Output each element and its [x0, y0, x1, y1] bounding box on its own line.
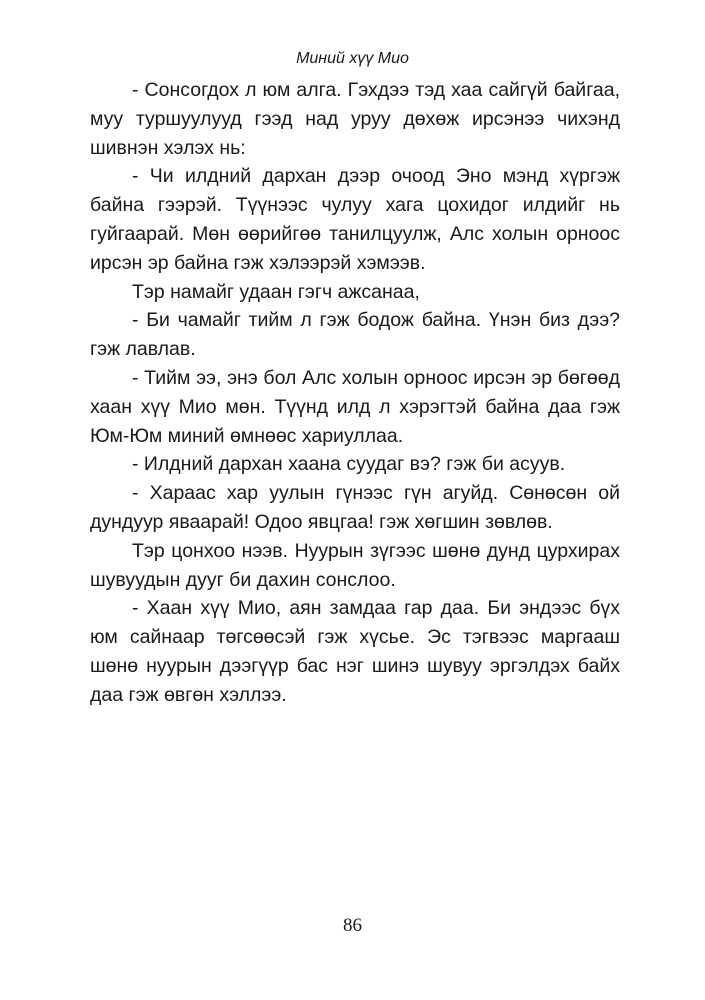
body-text	[90, 76, 620, 710]
paragraph: - Хаан хүү Мио, аян замдаа гар даа. Би эндээс бүх юм сайнаар төгсөөсэй гэж хүсье. Эс тэгвээс маргааш шөнө нуурын дээгүүр бас нэг шинэ шувуу эргэлдэх байх даа гэж өвгөн хэллээ.	[90, 597, 620, 706]
paragraph: - Хараас хар уулын гүнээс гүн агуйд. Сөнөсөн ой дундуур яваарай! Одоо явцгаа! гэж хөгшин зөвлөв.	[90, 482, 620, 533]
paragraph: - Сонсогдох л юм алга. Гэхдээ тэд хаа сайгүй байгаа, муу туршуулууд гээд над уруу дөхөж ирсэнээ чихэнд шивнэн хэлэх нь:	[90, 79, 620, 159]
paragraph: - Тийм ээ, энэ бол Алс холын орноос ирсэн эр бөгөөд хаан хүү Мио мөн. Түүнд илд л хэрэгтэй байна даа гэж Юм-Юм миний өмнөөс хариуллаа.	[90, 366, 620, 447]
paragraph: - Илдний дархан хаана суудаг вэ? гэж би асуув.	[132, 453, 566, 476]
running-header-title: Миний хүү Мио	[296, 50, 409, 67]
paragraph: - Чи илдний дархан дээр очоод Эно мэнд хүргэж байна гээрэй. Түүнээс чулуу хага цохидог илдийг нь гуйгаарай. Мөн өөрийгөө танилцуулж, Алс холын орноос ирсэн эр байна гэж хэлээрэй хэмээв.	[90, 165, 620, 274]
paragraph: Тэр намайг удаан гэгч ажсанаа,	[132, 280, 420, 303]
page-number: 86	[343, 915, 362, 936]
paragraph: Тэр цонхоо нээв. Нуурын зүгээс шөнө дунд цурхирах шувуудын дууг би дахин сонслоо.	[90, 539, 620, 591]
paragraph: - Би чамайг тийм л гэж бодож байна. Үнэн биз дээ? гэж лавлав.	[90, 309, 620, 361]
